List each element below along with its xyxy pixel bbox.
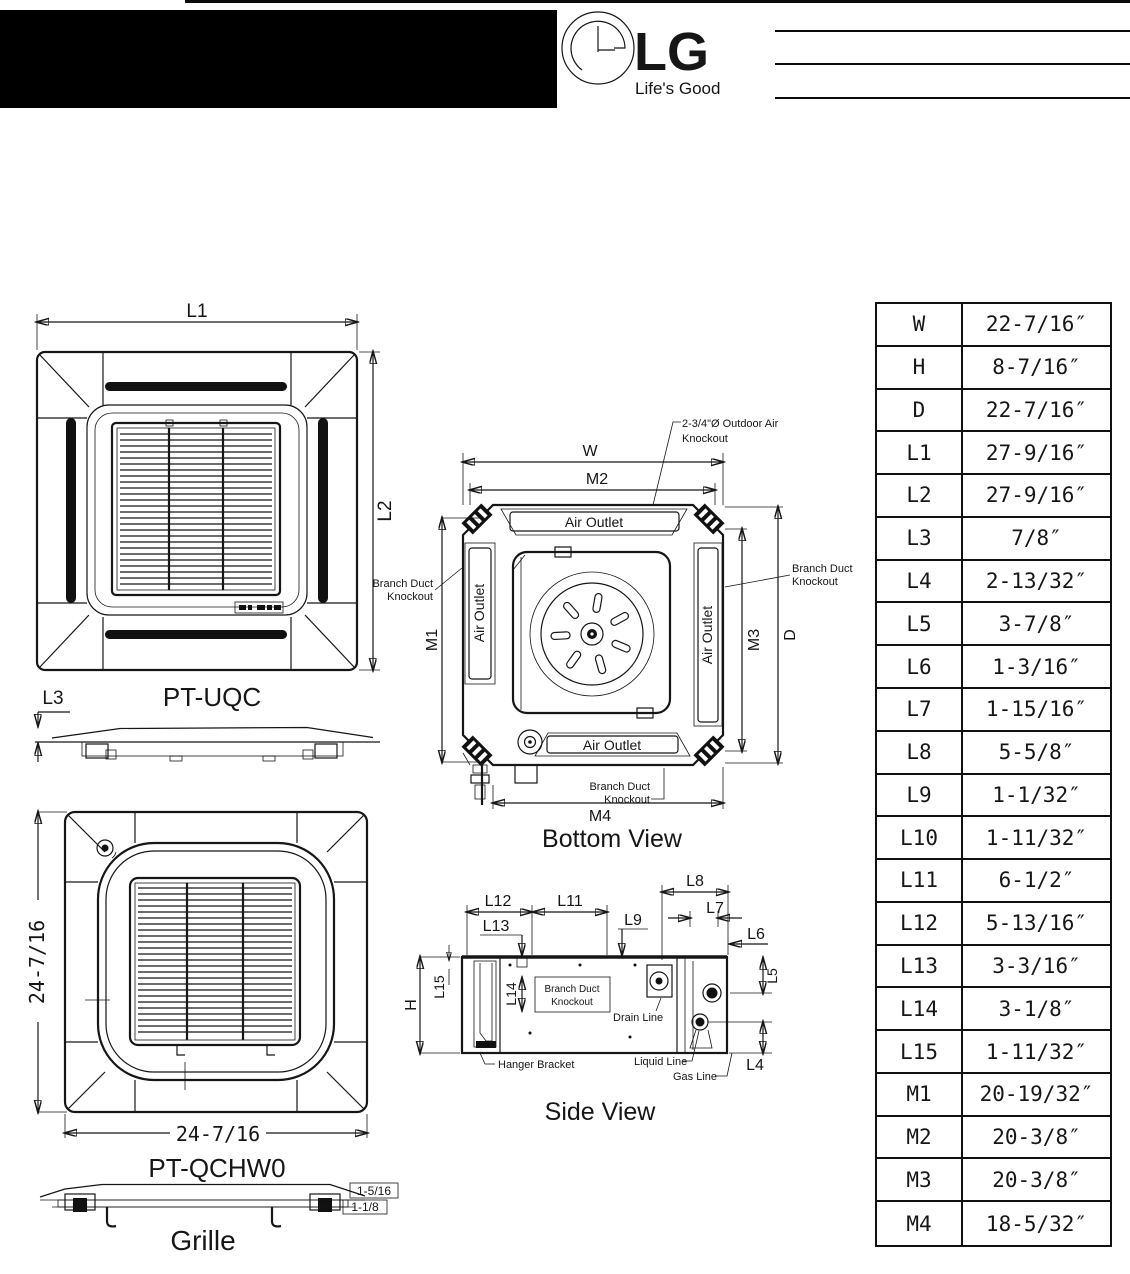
- air-outlet-bottom: [535, 733, 690, 756]
- grille-profile-dim-lower: 1-1/8: [351, 1200, 379, 1214]
- svg-text:Branch Duct: Branch Duct: [792, 563, 853, 575]
- svg-text:Air Outlet: Air Outlet: [471, 583, 487, 643]
- dim-value-L1: 27-9/16″: [963, 432, 1110, 475]
- dim-label-L9: L9: [877, 775, 963, 818]
- dim-value-L15: 1-11/32″: [963, 1031, 1110, 1074]
- dim-d-label: D: [782, 629, 799, 641]
- air-outlet-left: [465, 543, 495, 684]
- dim-l12-label: L12: [484, 893, 512, 910]
- panel-grille: [112, 420, 280, 595]
- dim-value-L7: 1-15/16″: [963, 689, 1110, 732]
- dim-l13-label: L13: [482, 918, 510, 935]
- svg-text:Branch Duct: Branch Duct: [372, 578, 433, 590]
- svg-text:Gas Line: Gas Line: [673, 1071, 718, 1083]
- panel-model-label: PT-UQC: [162, 682, 262, 712]
- svg-text:Knockout: Knockout: [604, 794, 650, 806]
- grille-profile: [40, 1185, 365, 1227]
- liquid-line-callout: [634, 1031, 699, 1068]
- dim-l9: [618, 912, 648, 955]
- dim-l4-label: L4: [746, 1057, 764, 1074]
- dim-m3: [725, 529, 763, 751]
- dim-label-L11: L11: [877, 860, 963, 903]
- piping-stub: [471, 763, 537, 805]
- dim-l4: [708, 1022, 772, 1074]
- dim-label-L6: L6: [877, 646, 963, 689]
- dim-value-L12: 5-13/16″: [963, 903, 1110, 946]
- dim-label-L1: L1: [877, 432, 963, 475]
- hanger-bracket-icon: [693, 735, 724, 766]
- dim-label-M1: M1: [877, 1074, 963, 1117]
- dim-label-L4: L4: [877, 561, 963, 604]
- dim-grille-height-label: 24-7/16: [25, 919, 49, 1005]
- dim-l15: [431, 945, 449, 999]
- grille-model-label: PT-QCHW0: [148, 1153, 286, 1183]
- svg-text:Branch Duct: Branch Duct: [544, 984, 600, 995]
- dim-grille-width-label: 24-7/16: [175, 1122, 261, 1146]
- dim-l5: [730, 958, 780, 993]
- svg-text:Drain Line: Drain Line: [613, 1012, 664, 1024]
- dim-l15-label: L15: [431, 975, 447, 999]
- svg-text:Branch Duct: Branch Duct: [589, 781, 650, 793]
- dim-value-L2: 27-9/16″: [963, 475, 1110, 518]
- panel-profile: [35, 728, 380, 762]
- hanger-bracket-callout: [480, 1053, 574, 1071]
- air-outlet-top: [501, 509, 687, 535]
- dim-l11-label: L11: [557, 893, 583, 910]
- dim-value-W: 22-7/16″: [963, 304, 1110, 347]
- dim-label-L12: L12: [877, 903, 963, 946]
- dim-value-M2: 20-3/8″: [963, 1117, 1110, 1160]
- drain-line-callout: [613, 998, 663, 1024]
- dim-label-W: W: [877, 304, 963, 347]
- titleblock-line-1: [775, 30, 1130, 32]
- dim-l1: [37, 301, 357, 350]
- dim-l2-label: L2: [375, 500, 396, 522]
- dim-value-L5: 3-7/8″: [963, 603, 1110, 646]
- lg-emblem-icon: [562, 12, 634, 84]
- dim-label-L10: L10: [877, 817, 963, 860]
- dim-value-M1: 20-19/32″: [963, 1074, 1110, 1117]
- side-unit-body: [462, 957, 727, 1053]
- dim-l14-label: L14: [503, 982, 519, 1006]
- panel-vent-slots: [66, 382, 328, 639]
- panel-bottom-view-drawing: [20, 300, 395, 780]
- dim-grille-width: [65, 1114, 367, 1146]
- grille-profile-dim-upper: 1-5/16: [356, 1184, 392, 1198]
- titleblock-line-3: [775, 97, 1130, 99]
- hanger-bracket-icon: [461, 503, 492, 534]
- lg-logo: [558, 6, 723, 101]
- dim-label-L5: L5: [877, 603, 963, 646]
- lg-tagline: Life's Good: [635, 79, 721, 98]
- dim-value-L10: 1-11/32″: [963, 817, 1110, 860]
- dim-label-L2: L2: [877, 475, 963, 518]
- top-rule: [185, 0, 1130, 3]
- dim-value-M3: 20-3/8″: [963, 1159, 1110, 1202]
- branch-duct-knockout-left: [372, 568, 462, 603]
- grille-title: Grille: [170, 1225, 236, 1256]
- lg-wordmark: LG: [634, 22, 709, 82]
- side-branch-duct-knockout: [535, 977, 610, 1012]
- fan-assembly: [513, 547, 670, 718]
- panel-outline: [37, 352, 357, 670]
- redacted-title-block: [0, 10, 557, 108]
- side-view-title: Side View: [544, 1098, 656, 1126]
- dim-label-D: D: [877, 390, 963, 433]
- dim-l8-label: L8: [686, 873, 704, 890]
- side-view-drawing: [400, 865, 820, 1135]
- dim-value-L9: 1-1/32″: [963, 775, 1110, 818]
- svg-text:Air Outlet: Air Outlet: [582, 737, 642, 753]
- dim-l7: [668, 900, 742, 927]
- dim-l6-label: L6: [747, 926, 765, 943]
- dim-l7-label: L7: [706, 900, 724, 917]
- dim-m1-label: M1: [424, 628, 441, 652]
- svg-text:Knockout: Knockout: [551, 997, 593, 1008]
- dim-label-M2: M2: [877, 1117, 963, 1160]
- dim-l3-label: L3: [42, 688, 64, 709]
- panel-indicator: [235, 602, 283, 613]
- air-outlet-right: [694, 543, 722, 726]
- dim-value-L11: 6-1/2″: [963, 860, 1110, 903]
- dim-value-L3: 7/8″: [963, 518, 1110, 561]
- dim-label-L8: L8: [877, 732, 963, 775]
- svg-text:Liquid Line: Liquid Line: [634, 1056, 688, 1068]
- dim-value-L8: 5-5/8″: [963, 732, 1110, 775]
- outdoor-knockout-line2: Knockout: [682, 433, 728, 445]
- dim-value-L14: 3-1/8″: [963, 988, 1110, 1031]
- dim-h-label: H: [403, 999, 420, 1011]
- svg-text:Knockout: Knockout: [792, 576, 838, 588]
- dim-m2-label: M2: [585, 471, 609, 488]
- dim-label-M3: M3: [877, 1159, 963, 1202]
- dim-value-L4: 2-13/32″: [963, 561, 1110, 604]
- grille-panel-grille: [130, 878, 300, 1055]
- svg-text:Air Outlet: Air Outlet: [699, 605, 715, 665]
- dim-value-M4: 18-5/32″: [985, 1211, 1088, 1236]
- branch-duct-knockout-right: [725, 563, 853, 588]
- dim-label-L7: L7: [877, 689, 963, 732]
- dim-l9-label: L9: [624, 912, 642, 929]
- outdoor-knockout-line1: 2-3/4"Ø Outdoor Air: [682, 418, 779, 430]
- bottom-view-drawing: [372, 405, 860, 865]
- grille-panel-outline: [65, 812, 367, 1112]
- dim-grille-height: [25, 812, 67, 1112]
- dim-l13: [480, 918, 522, 955]
- dim-label-M4: M4: [877, 1202, 963, 1245]
- dim-label-L3: L3: [877, 518, 963, 561]
- svg-text:Air Outlet: Air Outlet: [564, 514, 624, 530]
- dim-value-D: 22-7/16″: [963, 390, 1110, 433]
- side-piping: [677, 957, 721, 1053]
- grille-panel-drawing: [10, 800, 405, 1274]
- dim-l14: [503, 978, 522, 1010]
- dim-l3: [38, 688, 70, 762]
- dim-l1-label: L1: [186, 301, 208, 322]
- dim-value-H: 8-7/16″: [963, 347, 1110, 390]
- dim-value-L6: 1-3/16″: [963, 646, 1110, 689]
- drain-outlet-icon: [518, 730, 542, 754]
- svg-text:Hanger Bracket: Hanger Bracket: [498, 1059, 575, 1071]
- dim-label-L13: L13: [877, 946, 963, 989]
- grille-profile-dims: [343, 1183, 398, 1214]
- dim-label-L15: L15: [877, 1031, 963, 1074]
- dim-m2: [470, 471, 715, 505]
- svg-text:Knockout: Knockout: [387, 591, 433, 603]
- hanger-bracket-icon: [693, 503, 724, 534]
- bottom-view-title: Bottom View: [542, 825, 682, 853]
- dim-l5-label: L5: [764, 968, 780, 984]
- side-drain-fitting: [647, 965, 672, 997]
- dim-m4-label: M4: [588, 808, 612, 825]
- dim-h: [403, 957, 460, 1053]
- dimension-table: [875, 302, 1112, 1247]
- dim-w-label: W: [582, 443, 598, 460]
- branch-duct-knockout-bottom: [589, 768, 664, 806]
- dim-m3-label: M3: [746, 628, 763, 652]
- dim-l11: [533, 893, 607, 955]
- dim-l6: [730, 926, 768, 944]
- dim-label-H: H: [877, 347, 963, 390]
- dim-value-L13: 3-3/16″: [963, 946, 1110, 989]
- titleblock-line-2: [775, 63, 1130, 65]
- dim-label-L14: L14: [877, 988, 963, 1031]
